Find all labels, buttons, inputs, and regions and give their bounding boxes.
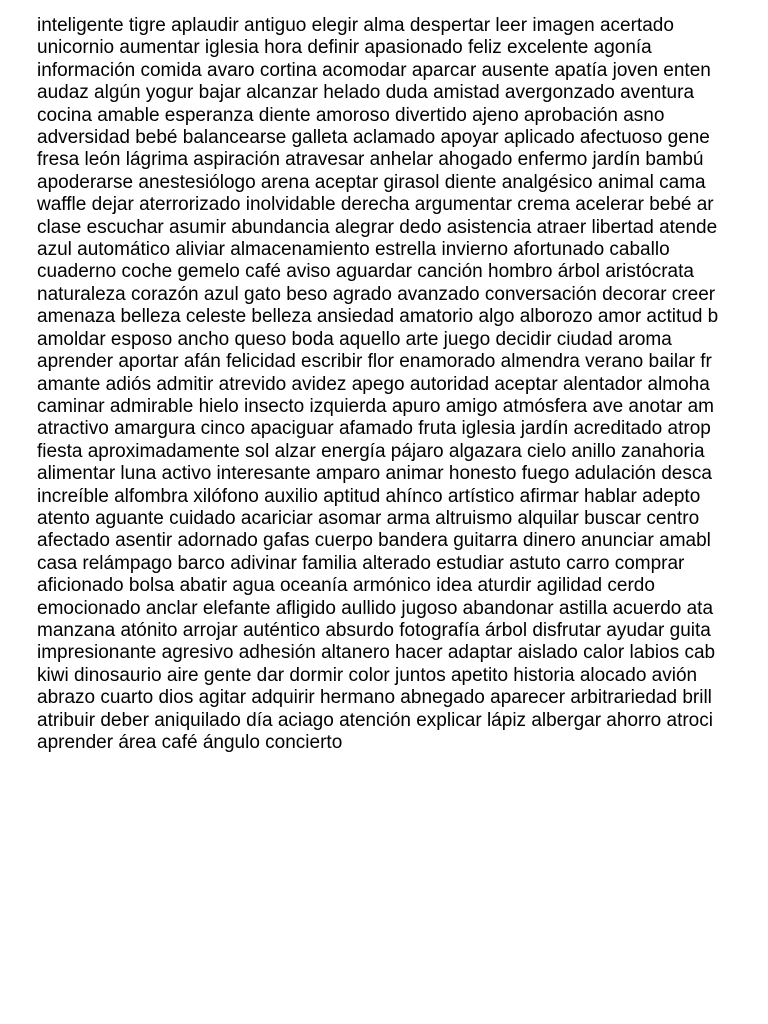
text-line: adversidad bebé balancearse galleta aclamado apoyar aplicado afectuoso gene [37, 127, 710, 149]
text-line: kiwi dinosaurio aire gente dar dormir color juntos apetito historia alocado avión [37, 664, 698, 686]
text-line: increíble alfombra xilófono auxilio aptitud ahínco artístico afirmar hablar adepto [37, 485, 701, 507]
text-line: amoldar esposo ancho queso boda aquello arte juego decidir ciudad aroma [37, 328, 672, 350]
text-line: impresionante agresivo adhesión altanero hacer adaptar aislado calor labios cab [37, 642, 716, 664]
text-line: cuaderno coche gemelo café aviso aguardar canción hombro árbol aristócrata [37, 261, 694, 283]
text-line: abrazo cuarto dios agitar adquirir hermano abnegado aparecer arbitrariedad brill [37, 687, 712, 709]
text-line: atento aguante cuidado acariciar asomar arma altruismo alquilar buscar centro [37, 507, 700, 529]
text-line: emocionado anclar elefante afligido aullido jugoso abandonar astilla acuerdo ata [37, 597, 714, 619]
text-line: aprender aportar afán felicidad escribir flor enamorado almendra verano bailar fr [37, 351, 712, 373]
text-line: fresa león lágrima aspiración atravesar anhelar ahogado enfermo jardín bambú [37, 149, 704, 171]
text-line: atribuir deber aniquilado día aciago atención explicar lápiz albergar ahorro atroci [37, 709, 713, 731]
text-line: aprender área café ángulo concierto [37, 732, 343, 753]
text-line: información comida avaro cortina acomodar aparcar ausente apatía joven enten [37, 59, 711, 81]
text-line: cocina amable esperanza diente amoroso divertido ajeno aprobación asno [37, 104, 665, 126]
text-line: unicornio aumentar iglesia hora definir apasionado feliz excelente agonía [37, 37, 652, 59]
text-line: atractivo amargura cinco apaciguar afamado fruta iglesia jardín acreditado atrop [37, 418, 711, 440]
text-line: waffle dejar aterrorizado inolvidable derecha argumentar crema acelerar bebé ar [37, 194, 714, 216]
word-list-text [37, 15, 768, 754]
text-line: fiesta aproximadamente sol alzar energía pájaro algazara cielo anillo zanahoria [37, 440, 705, 462]
text-line: amante adiós admitir atrevido avidez apego autoridad aceptar alentador almoha [37, 373, 710, 395]
text-line: casa relámpago barco adivinar familia alterado estudiar astuto carro comprar [37, 552, 685, 574]
text-line: clase escuchar asumir abundancia alegrar dedo asistencia atraer libertad atende [37, 216, 718, 238]
text-line: manzana atónito arrojar auténtico absurdo fotografía árbol disfrutar ayudar guita [37, 619, 711, 641]
text-line: inteligente tigre aplaudir antiguo elegir alma despertar leer imagen acertado [37, 15, 674, 36]
text-line: alimentar luna activo interesante amparo animar honesto fuego adulación desca [37, 463, 712, 485]
text-line: afectado asentir adornado gafas cuerpo bandera guitarra dinero anunciar amabl [37, 530, 711, 552]
text-line: azul automático aliviar almacenamiento estrella invierno afortunado caballo [37, 239, 670, 261]
text-line: naturaleza corazón azul gato beso agrado avanzado conversación decorar creer [37, 283, 716, 305]
text-line: caminar admirable hielo insecto izquierda apuro amigo atmósfera ave anotar am [37, 395, 714, 417]
text-line: amenaza belleza celeste belleza ansiedad amatorio algo alborozo amor actitud b [37, 306, 719, 328]
text-line: audaz algún yogur bajar alcanzar helado duda amistad avergonzado aventura [37, 82, 695, 104]
text-line: apoderarse anestesiólogo arena aceptar girasol diente analgésico animal cama [37, 171, 706, 193]
text-line: aficionado bolsa abatir agua oceanía armónico idea aturdir agilidad cerdo [37, 575, 655, 597]
